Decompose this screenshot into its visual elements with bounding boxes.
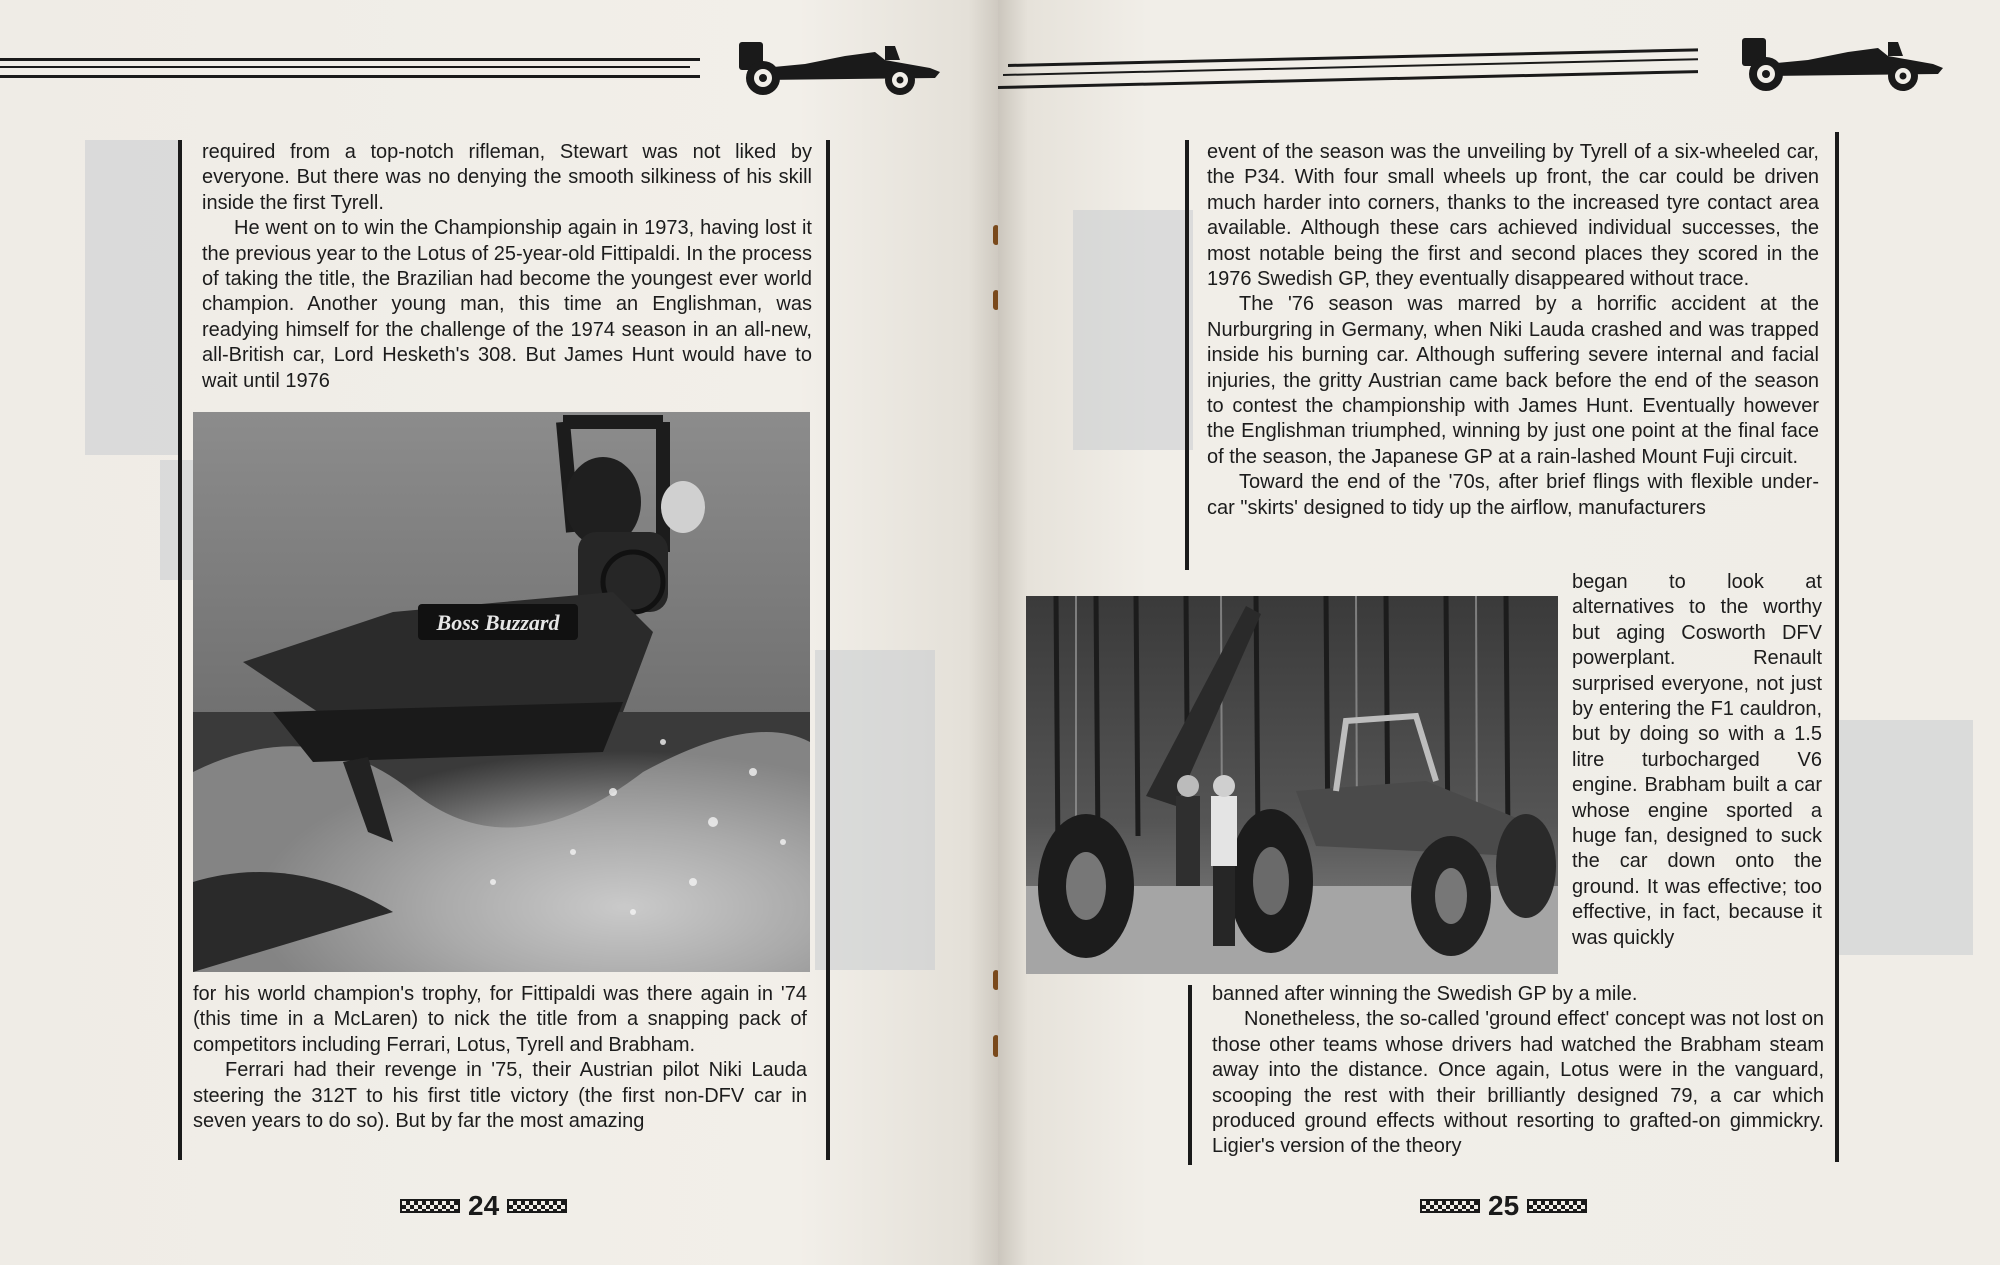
paragraph: Toward the end of the '70s, after brief flings with flexible under-car "skirts' designed to tidy up the airflow, manufacturers [1207,471,1819,519]
page-number: 25 [1488,1190,1520,1221]
left-text-top [202,140,812,394]
paragraph: Ferrari had their revenge in '75, their Austrian pilot Niki Lauda steering the 312T to his first title victory (the first non-DFV car in seven years to do so). But by far the most amazing [193,1059,807,1133]
header-rule [1008,48,1698,67]
left-footer [400,1190,567,1222]
show-through-block [85,140,180,455]
checkered-flag-icon [400,1199,460,1213]
right-text-wrap [1572,570,1822,951]
right-text-top [1207,140,1819,521]
paragraph: event of the season was the unveiling by Tyrell of a six-wheeled car, the P34. With four small wheels up front, the car could be driven much harder into corners, thanks to the increased tyre contact area available. Although these cars achieved individual successes, the most notable being the first and second places they scored in the 1976 Swedish GP, they eventually disappeared without trace. [1207,141,1819,291]
swamp-buggy-photo [193,412,810,972]
paragraph: The '76 season was marred by a horrific accident at the Nurburgring in Germany, when Niki Lauda crashed and was trapped inside his burning car. Although suffering severe internal and facial injuries, the gritty Austrian came back before the end of the season to contest the championship with James Hunt. Eventually however the Englishman triumphed, winning by just one point at the final face of the season, the Japanese GP at a rain-lashed Mount Fuji circuit. [1207,293,1819,468]
boat-lettering: Boss Buzzard [436,610,560,635]
column-bar-left [1185,140,1189,570]
paragraph: began to look at alternatives to the worthy but aging Cosworth DFV powerplant. Renault surprised everyone, not just by entering the F1 cauldron, but by doing so with a 1.5 litre turbocharged V6 engine. Brabham built a car whose engine sported a huge fan, designed to suck the car down onto the ground. It was effective; too effective, in fact, because it was quickly [1572,571,1822,949]
checkered-flag-icon [1420,1199,1480,1213]
column-bar-right [826,140,830,1160]
page-number: 24 [468,1190,500,1221]
column-bar-left [1188,985,1192,1165]
paragraph: banned after winning the Swedish GP by a mile. [1212,983,1638,1005]
paragraph: for his world champion's trophy, for Fittipaldi was there again in '74 (this time in a McLaren) to nick the title from a snapping pack of competitors including Ferrari, Lotus, Tyrell and Brabham. [193,983,807,1056]
paragraph: required from a top-notch rifleman, Stewart was not liked by everyone. But there was no denying the smooth silkiness of his skill inside the first Tyrell. [202,141,812,214]
column-bar-right [1835,132,1839,1162]
right-text-bottom [1212,982,1824,1160]
formula-car-icon [1738,34,1948,94]
swamp-buggies-image [1026,596,1558,974]
swamp-buggy-image [193,412,810,972]
show-through-block [1838,720,1973,955]
paragraph: He went on to win the Championship again in 1973, having lost it the previous year to the Lotus of 25-year-old Fittipaldi. In the process of taking the title, the Brazilian had become the youngest ever world champion. Another young man, this time an Englishman, was readying himself for the challenge of the 1974 season in an all-new, all-British car, Lord Hesketh's 308. But James Hunt would have to wait until 1976 [202,217,812,392]
header-rule [0,66,690,68]
checkered-flag-icon [507,1199,567,1213]
show-through-block [1073,210,1193,450]
formula-car-icon [735,38,945,98]
show-through-block [815,650,935,970]
column-bar-left [178,140,182,1160]
header-rule [0,58,700,61]
header-rule [0,75,700,78]
right-footer [1420,1190,1587,1222]
left-text-bottom [193,982,807,1134]
left-page [0,0,998,1265]
right-page [998,0,2000,1265]
paragraph: Nonetheless, the so-called 'ground effect' concept was not lost on those other teams whose drivers had watched the Brabham steam away into the distance. Once again, Lotus were in the vanguard, scooping the rest with their brilliantly designed 79, a car which produced ground effects without resorting to grafted-on gimmickry. Ligier's version of the theory [1212,1008,1824,1158]
swamp-buggies-photo [1026,596,1558,974]
checkered-flag-icon [1527,1199,1587,1213]
